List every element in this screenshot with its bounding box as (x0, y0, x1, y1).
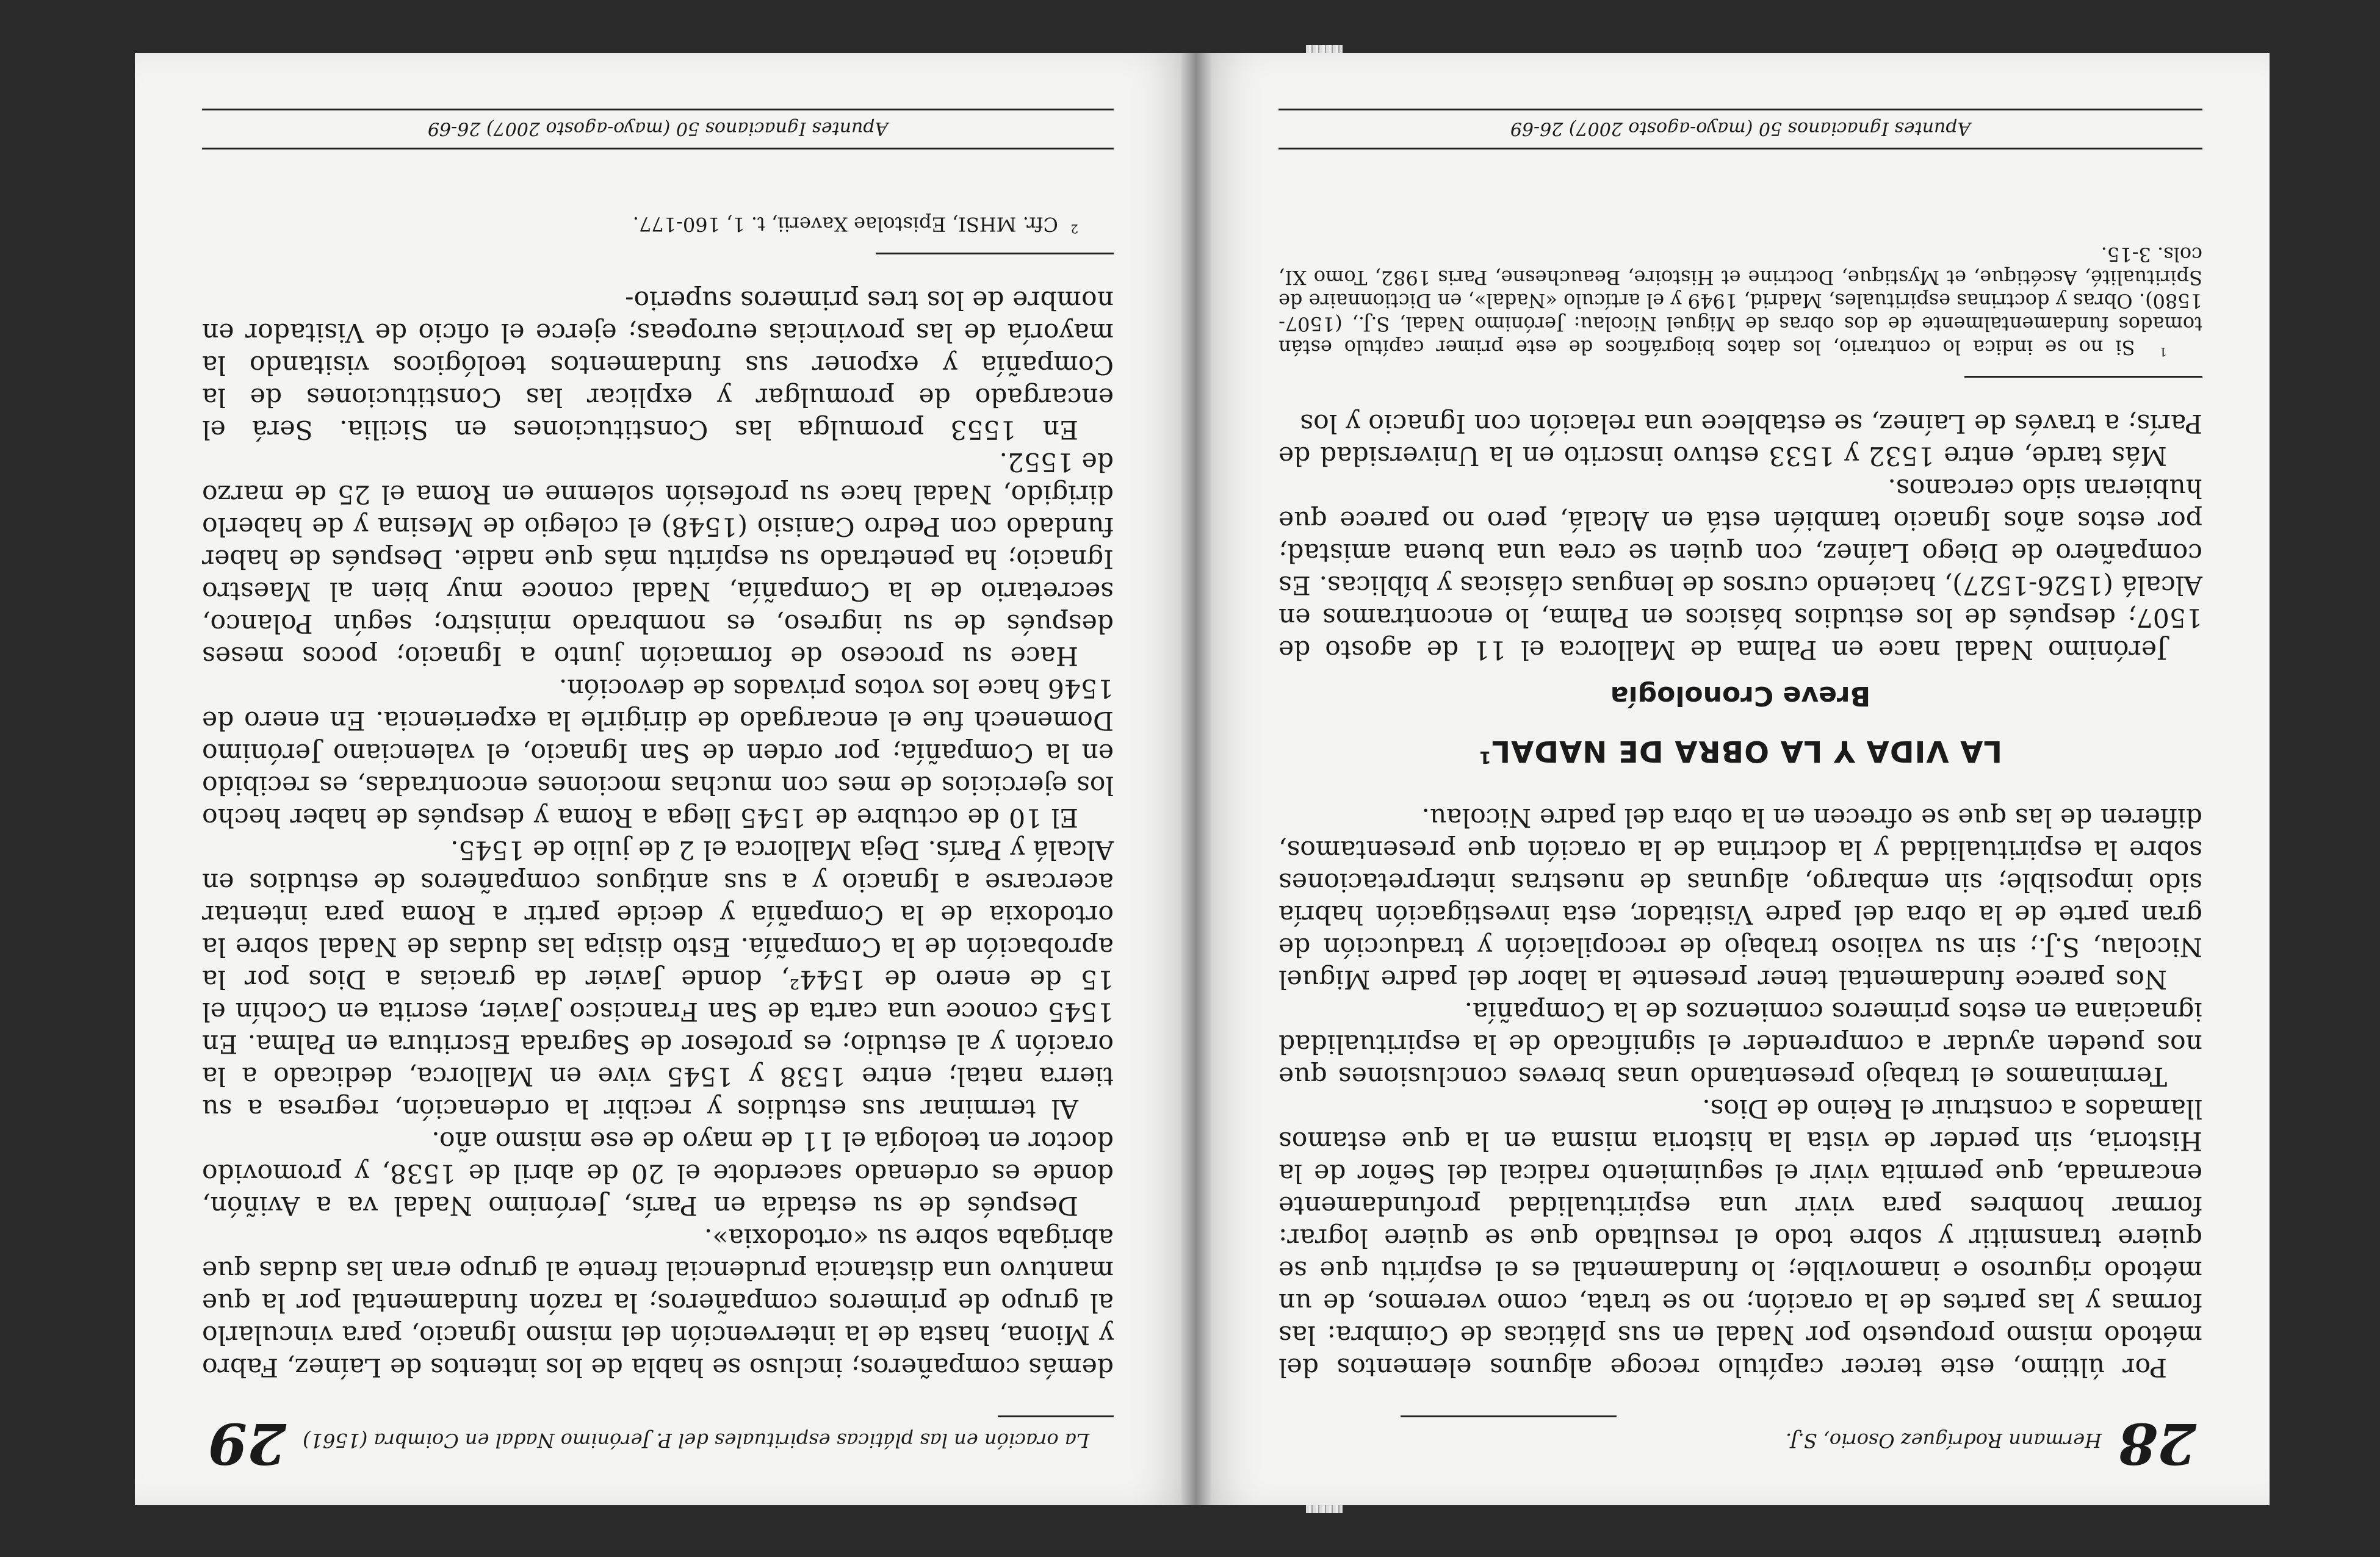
chapter-title (1278, 734, 2202, 774)
chapter-title-text: LA VIDA Y LA OBRA DE NADAL (1491, 734, 2003, 768)
paragraph: Hace su proceso de formación junto a Ignacio; pocos meses después de su ingreso, es nombrado ministro; según Polanco, secretario de la Compañía, Nadal conoce muy bien al Maestro Ignacio; ha penetrado su espíritu más que nadie. Después de haber fundado con Pedro Canisio (1548) el colegio de Mesina y de haberlo dirigido, Nadal hace su profesión solemne en Roma el 25 de marzo de 1552. (202, 447, 1114, 671)
page-number: 29 (208, 1411, 287, 1476)
page-body (202, 212, 1114, 1383)
footer-rule-bottom (202, 109, 1114, 110)
footer-rule-bottom (1278, 109, 2202, 110)
page-header (1278, 1410, 2202, 1477)
footnote-rule (876, 253, 1114, 254)
paragraph: Nos parece fundamental tener presente la labor del padre Miguel Nicolau, S.J.; sin su valioso trabajo de recopilación y traducción de gran parte de la obra del padre Visitador, esta investigación habría sido imposible; sin embargo, algunas de nuestras interpretaciones sobre la espiritualidad y la doctrina de la oración que presentamos, difieren de las que se ofrecen en la obra del padre Nicolau. (1278, 802, 2202, 994)
paragraph: Más tarde, entre 1532 y 1533 estuvo inscrito en la Universidad de París; a través de Laínez, se establece una relación con Ignacio y los (1278, 408, 2202, 470)
paragraph: Jerónimo Nadal nace en Palma de Mallorca el 11 de agosto de 1507; después de los estudios básicos en Palma, lo encontramos en Alcalá (1526-1527), haciendo cursos de lenguas clásicas y bíblicas. Es compañero de Diego Laínez, con quien se crea una buena amistad; por estos años Ignacio también está en Alcalá, pero no parece que hubieran sido cercanos. (1278, 473, 2202, 664)
running-head: La oración en las pláticas espirituales del P. Jerónimo Nadal en Coimbra (1561) (303, 1429, 1090, 1452)
paragraph: demás compañeros; incluso se habla de los intentos de Laínez, Fabro y Miona, hasta de la intervención del mismo Ignacio, para vincularlo al grupo de primeros compañeros; la razón fundamental por la que mantuvo una distancia prudencial frente al grupo eran las dudas que abrigaba sobre su «ortodoxia». (202, 1223, 1114, 1382)
page-footer: Apuntes Ignacianos 50 (mayo-agosto 2007) 26-69 (1510, 118, 1971, 139)
page-header (202, 1410, 1114, 1477)
paragraph: Después de su estadía en París, Jerónimo Nadal va a Aviñón, donde es ordenado sacerdote el 20 de abril de 1538, y promovido doctor en teología el 11 de mayo de ese mismo año. (202, 1126, 1114, 1220)
paragraph: Terminamos el trabajo presentando unas breves conclusiones que nos pueden ayudar a comprender el significado de la espiritualidad ignaciana en estos primeros comienzos de la Compañía. (1278, 996, 2202, 1091)
footnote (202, 212, 1114, 240)
section-title: Breve Cronología (1610, 680, 1871, 711)
footnote-text: Si no se indica lo contrario, los datos biográficos de este primer capítulo están tomados fundamentalmente de dos obras de Miguel Nicolau: Jerónimo Nadal, S.J., (1507-1580). Obras y doctrinas espirituales, Madrid, 1949 y el artículo «Nadal», en Dictionnaire de Spiritualité, Ascétique, et Mystique, Doctrine et Histoire, Beauchesne, Paris 1982, Tomo XI, cols. 3-15. (1278, 243, 2202, 359)
header-rule (998, 1415, 1114, 1417)
page-footer: Apuntes Ignacianos 50 (mayo-agosto 2007) 26-69 (427, 118, 889, 139)
paragraph: En 1553 promulga las Constituciones en Sicilia. Será el encargado de promulgar y explicar las Constituciones de la Compañía y exponer sus fundamentos teológicos visitando la mayoría de las provincias europeas; ejerce el oficio de Visitador en nombre de los tres primeros superio- (202, 285, 1114, 444)
footer-rule-top (202, 148, 1114, 149)
running-head: Hermann Rodríguez Osorio, S.J. (1786, 1429, 2102, 1452)
page-number: 28 (2118, 1411, 2196, 1476)
paragraph: Por último, este tercer capítulo recoge algunos elementos del método mismo propuesto por Nadal en sus pláticas de Coimbra: las formas y las partes de la oración; no se trata, como veremos, de un método riguroso e inamovible; lo fundamental es el espíritu que se quiere transmitir y sobre todo el resultado que se quiere lograr: formar hombres para vivir una espiritualidad profundamente encarnada, que permita vivir el seguimiento radical del Señor de la Historia, sin perder de vista la historia misma en la que estamos llamados a construir el Reino de Dios. (1278, 1093, 2202, 1382)
footer-rule-top (1278, 148, 2202, 149)
page-body (1278, 243, 2202, 1383)
footnote-text: Cfr. MHSI, Epistolae Xaverii, t. 1, 160-177. (632, 212, 1058, 236)
footnote (1278, 243, 2202, 364)
paragraph: El 10 de octubre de 1545 llega a Roma y después de haber hecho los ejercicios de mes con muchas mociones encontradas, es recibido en la Compañía; por orden de San Ignacio, el valenciano Jerónimo Domenech fue el encargado de dirigirle la experiencia. En enero de 1546 hace los votos privados de devoción. (202, 673, 1114, 832)
page-29 (135, 53, 1181, 1505)
paragraph: Al terminar sus estudios y recibir la ordenación, regresa a su tierra natal; entre 1538 y 1545 vive en Mallorca, dedicado a la oración y al estudio; es profesor de Sagrada Escritura en Palma. En 1545 conoce una carta de San Francisco Javier, escrita en Cochín el 15 de enero de 1544², donde Javier da gracias a Dios por la aprobación de la Compañía. Esto disipa las dudas de Nadal sobre la ortodoxia de la Compañía y decide partir a Roma para intentar acercarse a Ignacio y a sus antiguos compañeros de estudios en Alcalá y París. Deja Mallorca el 2 de julio de 1545. (202, 835, 1114, 1123)
footnote-rule (1964, 376, 2202, 378)
book-gutter (1181, 53, 1211, 1505)
page-28 (1211, 53, 2270, 1505)
header-rule (1401, 1415, 1617, 1417)
footnote-mark: 2 (1070, 221, 1078, 236)
footnote-ref: 1 (1479, 747, 1491, 768)
footnote-mark: 1 (2159, 345, 2167, 359)
